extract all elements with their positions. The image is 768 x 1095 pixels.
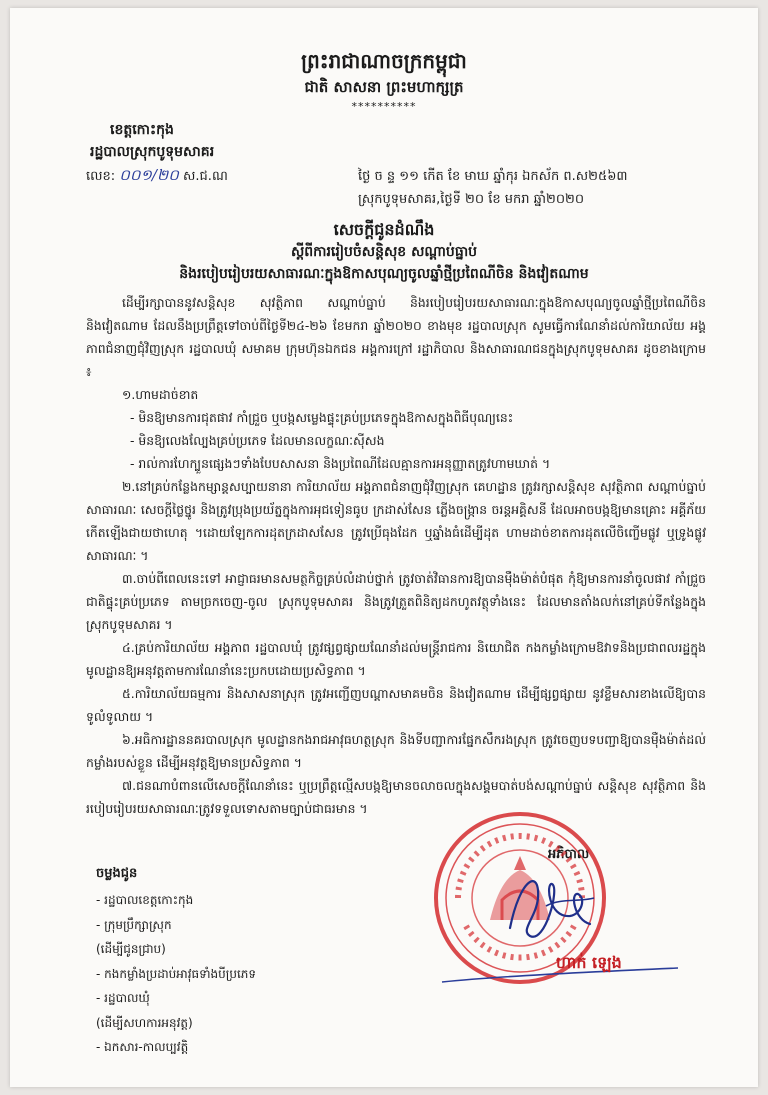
- handwritten-signature: [490, 858, 600, 948]
- copy-to-heading: ចម្លងជូន: [96, 866, 138, 881]
- copy-to-item: - កងកម្លាំងប្រដាប់អាវុធទាំងបីប្រភេទ: [96, 966, 257, 981]
- notice-subject-line-2: និងរបៀបរៀបរយសាធារណៈក្នុងឱកាសបុណ្យចូលឆ្នាំថ្មីប្រពៃណីចិន និងវៀតណាម: [179, 266, 589, 282]
- section-6-paragraph: ៦.អធិការដ្ឋាននគរបាលស្រុក មូលដ្ឋានកងរាជអាវុធហត្ថស្រុក និងទីបញ្ជាការផ្នែកសឹករងស្រុក ត្រូវចេញបទបញ្ជាឱ្យបានម៉ឺងម៉ាត់ដល់កម្លាំងរបស់ខ្លួន ដើម្បីអនុវត្តឱ្យមានប្រសិទ្ធភាព ។: [86, 732, 706, 770]
- reference-number: [86, 166, 228, 188]
- issuer-district: រដ្ឋបាលស្រុកបូទុមសាគរ: [90, 144, 215, 160]
- copy-to-item: - ឯកសារ-កាលប្បវត្តិ: [96, 1040, 189, 1054]
- section-7-paragraph: ៧.ជនណាបំពានលើសេចក្ដីណែនាំនេះ ឬប្រព្រឹត្តល្មើសបង្កឱ្យមានចលាចលក្នុងសង្គមបាត់បង់សណ្ដាប់ធ្នាប់ សន្តិសុខ សុវត្ថិភាព និងរបៀបរៀបរយសាធារណៈត្រូវទទួលទោសតាមច្បាប់ជាធរមាន ។: [86, 778, 706, 816]
- national-motto: ជាតិ សាសនា ព្រះមហាក្សត្រ: [304, 78, 464, 96]
- reference-handwritten-number: ០០១/២០: [119, 166, 179, 184]
- copy-to-item: - រដ្ឋបាលខេត្តកោះកុង: [96, 893, 194, 907]
- section-5-paragraph: ៥.ការិយាល័យធម្មការ និងសាសនាស្រុក ត្រូវអញ្ជើញបណ្ដាសមាគមចិន និងវៀតណាម ដើម្បីផ្សព្វផ្សាយ នូវខ្លឹមសារខាងលើឱ្យបានទូលំទូលាយ ។: [86, 686, 706, 724]
- copy-to-item: - រដ្ឋបាលឃុំ: [96, 991, 150, 1005]
- issuer-province: ខេត្តកោះកុង: [110, 122, 174, 138]
- copy-to-list: [96, 888, 256, 1060]
- notice-body: [86, 291, 706, 820]
- signatory-name: ហាក់ ឡេង: [556, 953, 622, 972]
- notice-title: សេចក្ដីជូនដំណឹង: [333, 220, 435, 239]
- section-4-paragraph: ៤.គ្រប់ការិយាល័យ អង្គភាព រដ្ឋបាលឃុំ ត្រូវផ្សព្វផ្សាយណែនាំដល់មន្ត្រីរាជការ និយោជិត កងកម្លាំងក្រោមឱវាទនិងប្រជាពលរដ្ឋក្នុងមូលដ្ឋានឱ្យអនុវត្តតាមការណែនាំនេះប្រកបដោយប្រសិទ្ធភាព ។: [86, 640, 706, 678]
- copy-to-item: - ក្រុមប្រឹក្សាស្រុក: [96, 917, 172, 932]
- copy-to-item: (ដើម្បីសហការអនុវត្ត): [96, 1015, 193, 1030]
- copy-to-item: (ដើម្បីជូនជ្រាប): [96, 942, 166, 956]
- section-1-item: - រាល់ការហែក្បួនផ្សេងៗទាំងបែបសាសនា និងប្រពៃណីដែលគ្មានការអនុញ្ញាតត្រូវហាមឃាត់ ។: [130, 456, 551, 471]
- section-1-item: - មិនឱ្យលេងល្បែងគ្រប់ប្រភេទ ដែលមានលក្ខណៈស៊ីសង: [130, 433, 385, 448]
- section-1-title: ១.ហាមដាច់ខាត: [122, 387, 199, 402]
- solar-date: ស្រុកបូទុមសាគរ,ថ្ងៃទី ២០ ខែ មករា ឆ្នាំ២០២០: [358, 192, 585, 207]
- signatory-title: អភិបាល: [548, 847, 590, 862]
- lunar-date: ថ្ងៃ ច ន្ទ ១១ កើត ខែ មាឃ ឆ្នាំកុរ ឯកស័ក ព.ស២៥៦៣: [358, 169, 628, 184]
- reference-label: លេខ:: [86, 169, 116, 184]
- reference-suffix: ស.ជ.ណ: [183, 169, 228, 184]
- kingdom-heading: ព្រះរាជាណាចក្រកម្ពុជា: [301, 49, 467, 73]
- notice-subject-line-1: ស្ដីពីការរៀបចំសន្តិសុខ សណ្ដាប់ធ្នាប់: [290, 244, 478, 260]
- section-2-paragraph: ២.នៅគ្រប់កន្លែងកម្សាន្តសប្បាយនានា ការិយាល័យ អង្គភាពជំនាញជុំវិញស្រុក គេហដ្ឋាន ត្រូវរក្សាសន្តិសុខ សុវត្ថិភាព សណ្ដាប់ធ្នាប់សាធារណៈ សេចក្ដីថ្លៃថ្នូរ និងត្រូវប្រុងប្រយ័ត្នក្នុងការអុជទៀនធូប ក្រដាស់សែន ភ្លើងចង្រ្កាន ចរន្តអគ្គិសនី ដែលអាចបង្កឱ្យមានគ្រោះ អគ្គីភ័យកើតឡើងជាយថាហេតុ ។ដោយឡែកការដុតក្រដាសសែន ត្រូវប្រើធុងដែក ឬឆ្នាំងធំដើម្បីដុត ហាមដាច់ខាតការដុតលើចិញ្ចើមផ្លូវ ឬទ្រូងផ្លូវសាធារណៈ ។: [86, 479, 706, 563]
- document-page: [10, 8, 758, 1087]
- section-1-item: - មិនឱ្យមានការជុតផាវ កាំជ្រួច ឬបង្កសម្លេងផ្ទុះគ្រប់ប្រភេទក្នុងឱកាសក្នុងពិធីបុណ្យនេះ: [130, 410, 514, 425]
- section-3-paragraph: ៣.ចាប់ពីពេលនេះទៅ អាជ្ញាធរមានសមត្ថកិច្ចគ្រប់លំដាប់ថ្នាក់ ត្រូវចាត់វិធានការឱ្យបានម៉ឺងម៉ាត់បំផុត កុំឱ្យមានការនាំចូលផាវ កាំជ្រួច ជាតិផ្ទុះគ្រប់ប្រភេទ តាមច្រកចេញ-ចូល ស្រុកបូទុមសាគរ និងត្រូវត្រួតពិនិត្យដកហូតវត្ថុទាំងនេះ ដែលមានតាំងលក់នៅគ្រប់ទីកន្លែងក្នុងស្រុកបូទុមសាគរ ។: [86, 571, 706, 632]
- motto-divider: **********: [351, 100, 417, 113]
- intro-paragraph: ដើម្បីរក្សាបាននូវសន្តិសុខ សុវត្ថិភាព សណ្ដាប់ធ្នាប់ និងរបៀបរៀបរយសាធារណៈក្នុងឱកាសបុណ្យចូលឆ្នាំថ្មីប្រពៃណីចិន និងវៀតណាម ដែលនឹងប្រព្រឹត្តទៅចាប់ពីថ្ងៃទី២៤-២៦ ខែមករា ឆ្នាំ២០២០ ខាងមុខ រដ្ឋបាលស្រុក សូមធ្វើការណែនាំដល់ការិយាល័យ អង្គភាពជំនាញជុំវិញស្រុក រដ្ឋបាលឃុំ សមាគម ក្រុមហ៊ុនឯកជន អង្គការក្រៅ រដ្ឋាភិបាល និងសាធារណជនក្នុងស្រុកបូទុមសាគរ ដូចខាងក្រោម ៖: [86, 295, 706, 379]
